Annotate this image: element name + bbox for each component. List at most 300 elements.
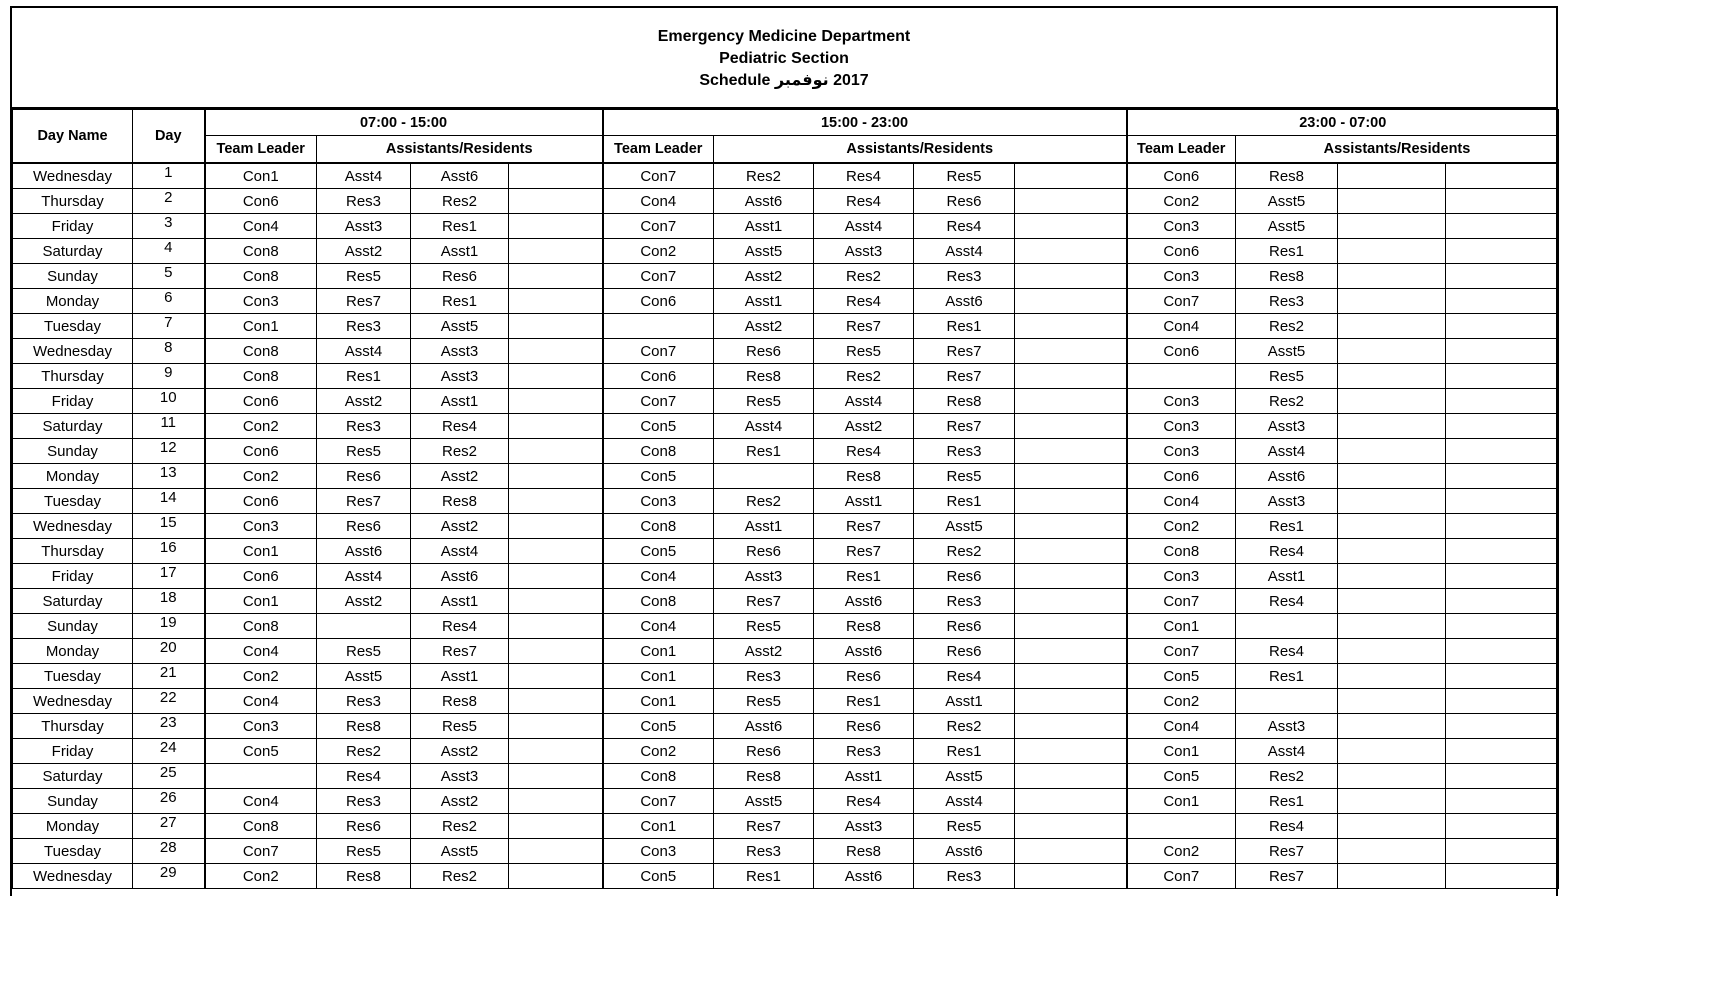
table-row bbox=[13, 464, 1559, 489]
assistant-cell: Asst3 bbox=[411, 364, 509, 389]
team-leader-cell: Con1 bbox=[603, 814, 714, 839]
assistant-cell bbox=[1015, 189, 1127, 214]
assistant-cell: Res3 bbox=[914, 439, 1015, 464]
team-leader-cell: Con5 bbox=[603, 539, 714, 564]
assistant-cell: Asst4 bbox=[814, 389, 914, 414]
team-leader-cell: Con6 bbox=[1127, 339, 1236, 364]
assistant-cell: Res8 bbox=[411, 489, 509, 514]
assistant-cell bbox=[1338, 339, 1446, 364]
assistant-cell: Res5 bbox=[914, 814, 1015, 839]
assistant-cell: Asst5 bbox=[411, 314, 509, 339]
assistant-cell bbox=[509, 864, 603, 889]
assistant-cell bbox=[509, 189, 603, 214]
assistant-cell: Res4 bbox=[814, 189, 914, 214]
team-leader-cell: Con3 bbox=[1127, 414, 1236, 439]
team-leader-cell: Con5 bbox=[603, 864, 714, 889]
day-name-cell: Friday bbox=[13, 564, 133, 589]
team-leader-cell: Con7 bbox=[205, 839, 317, 864]
assistant-cell: Res2 bbox=[317, 739, 411, 764]
assistant-cell: Res2 bbox=[714, 163, 814, 189]
day-name-cell: Wednesday bbox=[13, 163, 133, 189]
day-number-cell: 20 bbox=[133, 639, 205, 664]
day-number-cell: 3 bbox=[133, 214, 205, 239]
assistant-cell bbox=[509, 814, 603, 839]
team-leader-cell: Con7 bbox=[1127, 589, 1236, 614]
day-number-cell: 29 bbox=[133, 864, 205, 889]
team-leader-cell: Con4 bbox=[603, 189, 714, 214]
assistant-cell: Asst3 bbox=[1236, 714, 1338, 739]
assistant-cell bbox=[1236, 689, 1338, 714]
team-leader-cell: Con2 bbox=[1127, 689, 1236, 714]
day-number-cell: 9 bbox=[133, 364, 205, 389]
assistant-cell: Res5 bbox=[1236, 364, 1338, 389]
assistant-cell bbox=[1015, 589, 1127, 614]
assistants-header: Assistants/Residents bbox=[1236, 136, 1559, 164]
assistant-cell: Asst6 bbox=[814, 864, 914, 889]
assistant-cell bbox=[1446, 314, 1559, 339]
team-leader-cell: Con6 bbox=[603, 364, 714, 389]
schedule-title: 2017 نوفمبر Schedule bbox=[699, 71, 869, 89]
assistant-cell: Res2 bbox=[411, 864, 509, 889]
day-name-cell: Friday bbox=[13, 739, 133, 764]
assistant-cell bbox=[1015, 464, 1127, 489]
day-number-cell: 2 bbox=[133, 189, 205, 214]
assistant-cell: Asst6 bbox=[714, 189, 814, 214]
assistant-cell: Res1 bbox=[411, 214, 509, 239]
team-leader-cell: Con8 bbox=[205, 364, 317, 389]
assistant-cell: Res1 bbox=[914, 489, 1015, 514]
assistant-cell: Res6 bbox=[814, 664, 914, 689]
team-leader-cell: Con8 bbox=[205, 239, 317, 264]
team-leader-cell: Con3 bbox=[603, 839, 714, 864]
table-row bbox=[13, 739, 1559, 764]
assistant-cell: Res6 bbox=[317, 464, 411, 489]
team-leader-cell: Con6 bbox=[1127, 464, 1236, 489]
assistant-cell: Res5 bbox=[411, 714, 509, 739]
assistant-cell: Res4 bbox=[411, 414, 509, 439]
assistant-cell bbox=[1015, 364, 1127, 389]
assistant-cell: Res5 bbox=[914, 464, 1015, 489]
day-number-cell: 11 bbox=[133, 414, 205, 439]
assistant-cell bbox=[1446, 839, 1559, 864]
assistant-cell: Res2 bbox=[714, 489, 814, 514]
assistant-cell bbox=[1446, 189, 1559, 214]
assistant-cell bbox=[1015, 439, 1127, 464]
assistant-cell: Res5 bbox=[714, 689, 814, 714]
day-name-cell: Wednesday bbox=[13, 339, 133, 364]
team-leader-cell: Con1 bbox=[603, 664, 714, 689]
table-row bbox=[13, 839, 1559, 864]
team-leader-cell: Con6 bbox=[205, 489, 317, 514]
assistant-cell: Res7 bbox=[317, 489, 411, 514]
day-name-cell: Thursday bbox=[13, 539, 133, 564]
assistant-cell: Asst6 bbox=[1236, 464, 1338, 489]
assistant-cell bbox=[1446, 264, 1559, 289]
assistant-cell bbox=[1338, 589, 1446, 614]
team-leader-cell: Con5 bbox=[603, 414, 714, 439]
assistant-cell: Asst4 bbox=[317, 339, 411, 364]
col-day: Day bbox=[133, 110, 205, 164]
assistant-cell bbox=[1015, 789, 1127, 814]
assistant-cell: Asst6 bbox=[814, 589, 914, 614]
assistant-cell: Res4 bbox=[317, 764, 411, 789]
assistant-cell: Asst6 bbox=[914, 839, 1015, 864]
team-leader-cell: Con4 bbox=[1127, 489, 1236, 514]
assistant-cell bbox=[509, 214, 603, 239]
assistant-cell: Res7 bbox=[914, 364, 1015, 389]
assistant-cell bbox=[509, 664, 603, 689]
assistant-cell: Asst2 bbox=[714, 639, 814, 664]
assistant-cell: Asst3 bbox=[1236, 489, 1338, 514]
table-row bbox=[13, 163, 1559, 189]
day-number-cell: 25 bbox=[133, 764, 205, 789]
assistant-cell bbox=[1446, 614, 1559, 639]
team-leader-cell: Con4 bbox=[205, 789, 317, 814]
assistant-cell: Res1 bbox=[914, 314, 1015, 339]
assistant-cell bbox=[1446, 664, 1559, 689]
assistant-cell bbox=[509, 289, 603, 314]
assistant-cell: Asst4 bbox=[814, 214, 914, 239]
assistant-cell: Res1 bbox=[1236, 664, 1338, 689]
assistant-cell: Res4 bbox=[1236, 639, 1338, 664]
team-leader-cell: Con4 bbox=[603, 564, 714, 589]
day-name-cell: Saturday bbox=[13, 764, 133, 789]
day-name-cell: Sunday bbox=[13, 789, 133, 814]
assistant-cell: Res3 bbox=[914, 589, 1015, 614]
assistant-cell: Asst2 bbox=[714, 314, 814, 339]
assistant-cell: Res6 bbox=[814, 714, 914, 739]
table-row bbox=[13, 789, 1559, 814]
assistant-cell bbox=[1015, 264, 1127, 289]
assistant-cell bbox=[509, 614, 603, 639]
assistant-cell: Res5 bbox=[714, 614, 814, 639]
assistant-cell: Res6 bbox=[714, 539, 814, 564]
day-name-cell: Monday bbox=[13, 814, 133, 839]
assistant-cell: Res4 bbox=[1236, 814, 1338, 839]
assistant-cell: Res6 bbox=[317, 514, 411, 539]
assistant-cell: Res4 bbox=[914, 214, 1015, 239]
assistant-cell bbox=[1338, 789, 1446, 814]
team-leader-cell: Con5 bbox=[603, 714, 714, 739]
assistant-cell: Res7 bbox=[714, 589, 814, 614]
assistant-cell bbox=[1015, 614, 1127, 639]
team-leader-cell: Con1 bbox=[1127, 789, 1236, 814]
assistant-cell bbox=[509, 489, 603, 514]
shift-header-2: 15:00 - 23:00 bbox=[603, 110, 1127, 136]
assistant-cell: Res7 bbox=[1236, 839, 1338, 864]
team-leader-cell: Con3 bbox=[1127, 214, 1236, 239]
assistant-cell: Res2 bbox=[1236, 389, 1338, 414]
assistant-cell: Asst3 bbox=[814, 239, 914, 264]
assistant-cell bbox=[714, 464, 814, 489]
assistant-cell: Res8 bbox=[814, 614, 914, 639]
assistant-cell bbox=[1338, 514, 1446, 539]
assistant-cell: Res1 bbox=[1236, 239, 1338, 264]
table-row bbox=[13, 689, 1559, 714]
assistant-cell bbox=[1446, 339, 1559, 364]
team-leader-cell: Con7 bbox=[603, 163, 714, 189]
assistant-cell: Res6 bbox=[914, 639, 1015, 664]
assistant-cell bbox=[1338, 214, 1446, 239]
assistant-cell bbox=[1446, 439, 1559, 464]
assistant-cell: Asst4 bbox=[411, 539, 509, 564]
day-number-cell: 13 bbox=[133, 464, 205, 489]
assistant-cell: Asst5 bbox=[317, 664, 411, 689]
team-leader-cell: Con2 bbox=[205, 414, 317, 439]
assistant-cell: Asst6 bbox=[317, 539, 411, 564]
assistant-cell bbox=[509, 839, 603, 864]
day-name-cell: Saturday bbox=[13, 239, 133, 264]
assistant-cell: Res6 bbox=[411, 264, 509, 289]
team-leader-cell: Con2 bbox=[205, 864, 317, 889]
assistant-cell: Res5 bbox=[317, 439, 411, 464]
day-name-cell: Tuesday bbox=[13, 664, 133, 689]
assistant-cell bbox=[1338, 814, 1446, 839]
table-row bbox=[13, 414, 1559, 439]
day-number-cell: 24 bbox=[133, 739, 205, 764]
assistant-cell bbox=[317, 614, 411, 639]
assistant-cell: Res8 bbox=[1236, 163, 1338, 189]
assistant-cell bbox=[1015, 489, 1127, 514]
assistant-cell: Res2 bbox=[1236, 314, 1338, 339]
table-row bbox=[13, 239, 1559, 264]
table-row bbox=[13, 289, 1559, 314]
team-leader-cell: Con8 bbox=[205, 339, 317, 364]
table-row bbox=[13, 614, 1559, 639]
day-name-cell: Saturday bbox=[13, 414, 133, 439]
assistant-cell bbox=[1338, 364, 1446, 389]
assistant-cell: Asst1 bbox=[1236, 564, 1338, 589]
assistant-cell: Asst3 bbox=[317, 214, 411, 239]
assistant-cell: Res2 bbox=[1236, 764, 1338, 789]
assistant-cell: Res2 bbox=[411, 189, 509, 214]
assistant-cell bbox=[509, 589, 603, 614]
day-name-cell: Sunday bbox=[13, 264, 133, 289]
table-row bbox=[13, 514, 1559, 539]
assistant-cell bbox=[1446, 689, 1559, 714]
day-name-cell: Saturday bbox=[13, 589, 133, 614]
assistant-cell: Asst5 bbox=[1236, 339, 1338, 364]
assistant-cell: Asst6 bbox=[411, 564, 509, 589]
assistant-cell: Asst2 bbox=[317, 389, 411, 414]
team-leader-cell: Con4 bbox=[1127, 314, 1236, 339]
assistant-cell: Res5 bbox=[914, 163, 1015, 189]
assistant-cell: Asst4 bbox=[914, 239, 1015, 264]
assistant-cell bbox=[1446, 163, 1559, 189]
team-leader-cell: Con1 bbox=[603, 689, 714, 714]
assistant-cell bbox=[509, 739, 603, 764]
schedule-table bbox=[12, 109, 1559, 889]
day-number-cell: 8 bbox=[133, 339, 205, 364]
team-leader-cell: Con2 bbox=[1127, 189, 1236, 214]
day-number-cell: 16 bbox=[133, 539, 205, 564]
assistant-cell: Asst1 bbox=[814, 489, 914, 514]
assistant-cell: Asst1 bbox=[914, 689, 1015, 714]
section-title: Pediatric Section bbox=[719, 49, 849, 67]
assistant-cell: Res4 bbox=[914, 664, 1015, 689]
assistant-cell bbox=[1338, 439, 1446, 464]
assistant-cell bbox=[1446, 589, 1559, 614]
assistant-cell: Asst5 bbox=[914, 514, 1015, 539]
assistant-cell bbox=[1338, 289, 1446, 314]
assistant-cell: Asst4 bbox=[317, 163, 411, 189]
assistant-cell bbox=[1015, 689, 1127, 714]
assistant-cell: Res3 bbox=[714, 839, 814, 864]
assistant-cell: Res1 bbox=[1236, 789, 1338, 814]
team-leader-cell: Con3 bbox=[205, 714, 317, 739]
day-number-cell: 7 bbox=[133, 314, 205, 339]
team-leader-cell: Con1 bbox=[205, 539, 317, 564]
assistant-cell: Asst5 bbox=[411, 839, 509, 864]
day-number-cell: 12 bbox=[133, 439, 205, 464]
assistant-cell bbox=[1446, 214, 1559, 239]
table-row bbox=[13, 564, 1559, 589]
assistant-cell bbox=[1446, 814, 1559, 839]
day-name-cell: Monday bbox=[13, 464, 133, 489]
team-leader-cell bbox=[1127, 364, 1236, 389]
assistant-cell: Res4 bbox=[814, 163, 914, 189]
assistants-header: Assistants/Residents bbox=[317, 136, 603, 164]
team-leader-cell bbox=[603, 314, 714, 339]
assistant-cell bbox=[1446, 789, 1559, 814]
assistant-cell: Asst2 bbox=[411, 514, 509, 539]
assistant-cell: Res6 bbox=[714, 339, 814, 364]
assistant-cell: Res8 bbox=[814, 839, 914, 864]
assistant-cell: Res2 bbox=[814, 364, 914, 389]
assistant-cell bbox=[1338, 839, 1446, 864]
day-number-cell: 22 bbox=[133, 689, 205, 714]
team-leader-cell bbox=[205, 764, 317, 789]
assistant-cell bbox=[509, 539, 603, 564]
team-leader-cell: Con6 bbox=[603, 289, 714, 314]
assistant-cell bbox=[1015, 389, 1127, 414]
assistant-cell: Res3 bbox=[814, 739, 914, 764]
assistant-cell: Asst2 bbox=[317, 239, 411, 264]
day-name-cell: Thursday bbox=[13, 189, 133, 214]
assistant-cell: Res8 bbox=[714, 364, 814, 389]
assistant-cell: Res3 bbox=[317, 414, 411, 439]
assistant-cell: Asst6 bbox=[411, 163, 509, 189]
assistant-cell bbox=[509, 314, 603, 339]
assistant-cell: Res7 bbox=[714, 814, 814, 839]
assistant-cell bbox=[1338, 689, 1446, 714]
shift-header-1: 07:00 - 15:00 bbox=[205, 110, 603, 136]
assistant-cell: Res3 bbox=[914, 264, 1015, 289]
assistant-cell bbox=[1446, 389, 1559, 414]
assistant-cell: Res3 bbox=[714, 664, 814, 689]
assistant-cell: Asst5 bbox=[1236, 214, 1338, 239]
assistant-cell: Res8 bbox=[317, 864, 411, 889]
team-leader-cell: Con1 bbox=[205, 589, 317, 614]
team-leader-cell: Con8 bbox=[603, 764, 714, 789]
assistant-cell bbox=[1015, 414, 1127, 439]
team-leader-cell: Con6 bbox=[1127, 239, 1236, 264]
team-leader-cell: Con3 bbox=[603, 489, 714, 514]
team-leader-header: Team Leader bbox=[603, 136, 714, 164]
team-leader-cell: Con4 bbox=[205, 639, 317, 664]
day-number-cell: 17 bbox=[133, 564, 205, 589]
table-row bbox=[13, 764, 1559, 789]
assistant-cell bbox=[509, 564, 603, 589]
team-leader-cell: Con5 bbox=[603, 464, 714, 489]
assistant-cell bbox=[1015, 764, 1127, 789]
assistant-cell: Res2 bbox=[914, 539, 1015, 564]
assistant-cell: Asst6 bbox=[714, 714, 814, 739]
assistant-cell: Res3 bbox=[317, 689, 411, 714]
day-number-cell: 5 bbox=[133, 264, 205, 289]
assistant-cell: Res1 bbox=[814, 689, 914, 714]
day-number-cell: 15 bbox=[133, 514, 205, 539]
assistant-cell bbox=[1338, 739, 1446, 764]
team-leader-cell: Con8 bbox=[205, 614, 317, 639]
day-number-cell: 6 bbox=[133, 289, 205, 314]
assistant-cell bbox=[1446, 764, 1559, 789]
team-leader-cell: Con3 bbox=[1127, 264, 1236, 289]
assistant-cell: Res7 bbox=[1236, 864, 1338, 889]
team-leader-cell: Con8 bbox=[205, 814, 317, 839]
assistant-cell: Asst6 bbox=[914, 289, 1015, 314]
assistant-cell: Res3 bbox=[317, 314, 411, 339]
team-leader-cell: Con3 bbox=[205, 514, 317, 539]
team-leader-header: Team Leader bbox=[1127, 136, 1236, 164]
col-day-name: Day Name bbox=[13, 110, 133, 164]
assistant-cell bbox=[1338, 239, 1446, 264]
table-row bbox=[13, 439, 1559, 464]
assistant-cell bbox=[1015, 314, 1127, 339]
table-row bbox=[13, 314, 1559, 339]
table-row bbox=[13, 214, 1559, 239]
day-name-cell: Tuesday bbox=[13, 314, 133, 339]
assistant-cell: Asst3 bbox=[411, 764, 509, 789]
team-leader-cell: Con8 bbox=[603, 589, 714, 614]
team-leader-cell: Con8 bbox=[603, 514, 714, 539]
assistant-cell bbox=[1338, 464, 1446, 489]
assistant-cell: Asst2 bbox=[814, 414, 914, 439]
assistant-cell: Res3 bbox=[914, 864, 1015, 889]
team-leader-cell: Con5 bbox=[1127, 764, 1236, 789]
assistant-cell bbox=[1338, 489, 1446, 514]
assistant-cell bbox=[509, 764, 603, 789]
assistant-cell: Res7 bbox=[914, 414, 1015, 439]
team-leader-cell: Con5 bbox=[205, 739, 317, 764]
day-name-cell: Monday bbox=[13, 639, 133, 664]
team-leader-cell: Con7 bbox=[603, 339, 714, 364]
assistant-cell bbox=[509, 714, 603, 739]
assistant-cell: Res2 bbox=[814, 264, 914, 289]
assistant-cell: Asst4 bbox=[914, 789, 1015, 814]
assistant-cell bbox=[1446, 639, 1559, 664]
day-name-cell: Sunday bbox=[13, 439, 133, 464]
assistants-header: Assistants/Residents bbox=[714, 136, 1127, 164]
day-number-cell: 21 bbox=[133, 664, 205, 689]
department-title: Emergency Medicine Department bbox=[657, 27, 911, 45]
assistant-cell bbox=[1015, 714, 1127, 739]
team-leader-cell: Con2 bbox=[1127, 514, 1236, 539]
assistant-cell: Asst3 bbox=[714, 564, 814, 589]
assistant-cell bbox=[1446, 414, 1559, 439]
assistant-cell bbox=[1338, 714, 1446, 739]
assistant-cell bbox=[1015, 514, 1127, 539]
assistant-cell: Res8 bbox=[317, 714, 411, 739]
assistant-cell bbox=[1446, 714, 1559, 739]
assistant-cell: Asst1 bbox=[411, 239, 509, 264]
assistant-cell: Res5 bbox=[814, 339, 914, 364]
assistant-cell bbox=[1015, 739, 1127, 764]
assistant-cell bbox=[509, 689, 603, 714]
assistant-cell bbox=[1338, 564, 1446, 589]
assistant-cell bbox=[1338, 264, 1446, 289]
assistant-cell: Res7 bbox=[814, 314, 914, 339]
